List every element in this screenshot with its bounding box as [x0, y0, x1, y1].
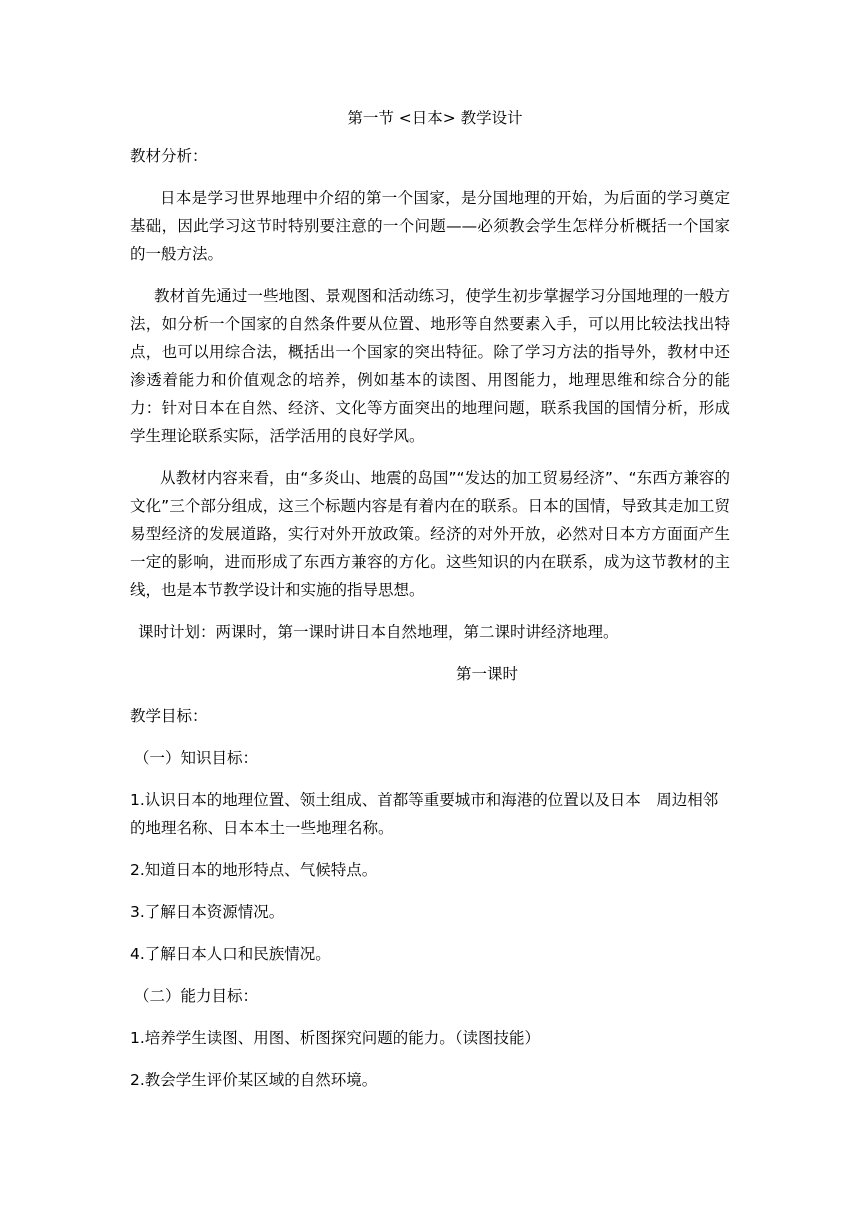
objectives-heading: 教学目标： — [130, 707, 208, 725]
lesson-plan: 课时计划：两课时，第一课时讲日本自然地理，第二课时讲经济地理。 — [138, 623, 619, 641]
section-heading-analysis: 教材分析： — [130, 147, 208, 165]
knowledge-item-2: 2.知道日本的地形特点、气候特点。 — [130, 861, 378, 879]
ability-objectives-heading: （二）能力目标： — [134, 987, 259, 1005]
ability-item-1: 1.培养学生读图、用图、析图探究问题的能力。（读图技能） — [130, 1029, 541, 1047]
paragraph-content: 从教材内容来看，由“多炎山、地震的岛国”“发达的加工贸易经济”、“东西方兼容的文化”三个部分组成，这三个标题内容是有着内在的联系。日本的国情，导致其走加工贸易型经济的发展道路，实行对外开放政策。经济的对外开放，必然对日本方方面面产生一定的影响，进而形成了东西方兼容的方化。这些知识的内在联系，成为这节教材的主线，也是本节教学设计和实施的指导思想。 — [130, 469, 730, 599]
lesson-title: 第一课时 — [455, 665, 518, 683]
knowledge-item-4: 4.了解日本人口和民族情况。 — [130, 945, 331, 963]
knowledge-item-3: 3.了解日本资源情况。 — [130, 903, 285, 921]
knowledge-item-1: 1.认识日本的地理位置、领土组成、首都等重要城市和海港的位置以及日本 周边相邻的地理名称、日本本土一些地理名称。 — [130, 791, 719, 837]
knowledge-objectives-heading: （一）知识目标： — [134, 749, 259, 767]
document-title: 第一节 <日本> 教学设计 — [347, 109, 523, 127]
paragraph-methods: 教材首先通过一些地图、景观图和活动练习，使学生初步掌握学习分国地理的一般方法，如分析一个国家的自然条件要从位置、地形等自然要素入手，可以用比较法找出特点，也可以用综合法，概括出一个国家的突出特征。除了学习方法的指导外，教材中还渗透着能力和价值观念的培养，例如基本的读图、用图能力，地理思维和综合分的能力：针对日本在自然、经济、文化等方面突出的地理问题，联系我国的国情分析，形成学生理论联系实际，活学活用的良好学风。 — [130, 287, 730, 445]
ability-item-2: 2.教会学生评价某区域的自然环境。 — [130, 1071, 378, 1089]
document-body — [130, 104, 730, 1108]
paragraph-intro: 日本是学习世界地理中介绍的第一个国家，是分国地理的开始，为后面的学习奠定基础，因此学习这节时特别要注意的一个问题——必须教会学生怎样分析概括一个国家的一般方法。 — [130, 189, 730, 263]
